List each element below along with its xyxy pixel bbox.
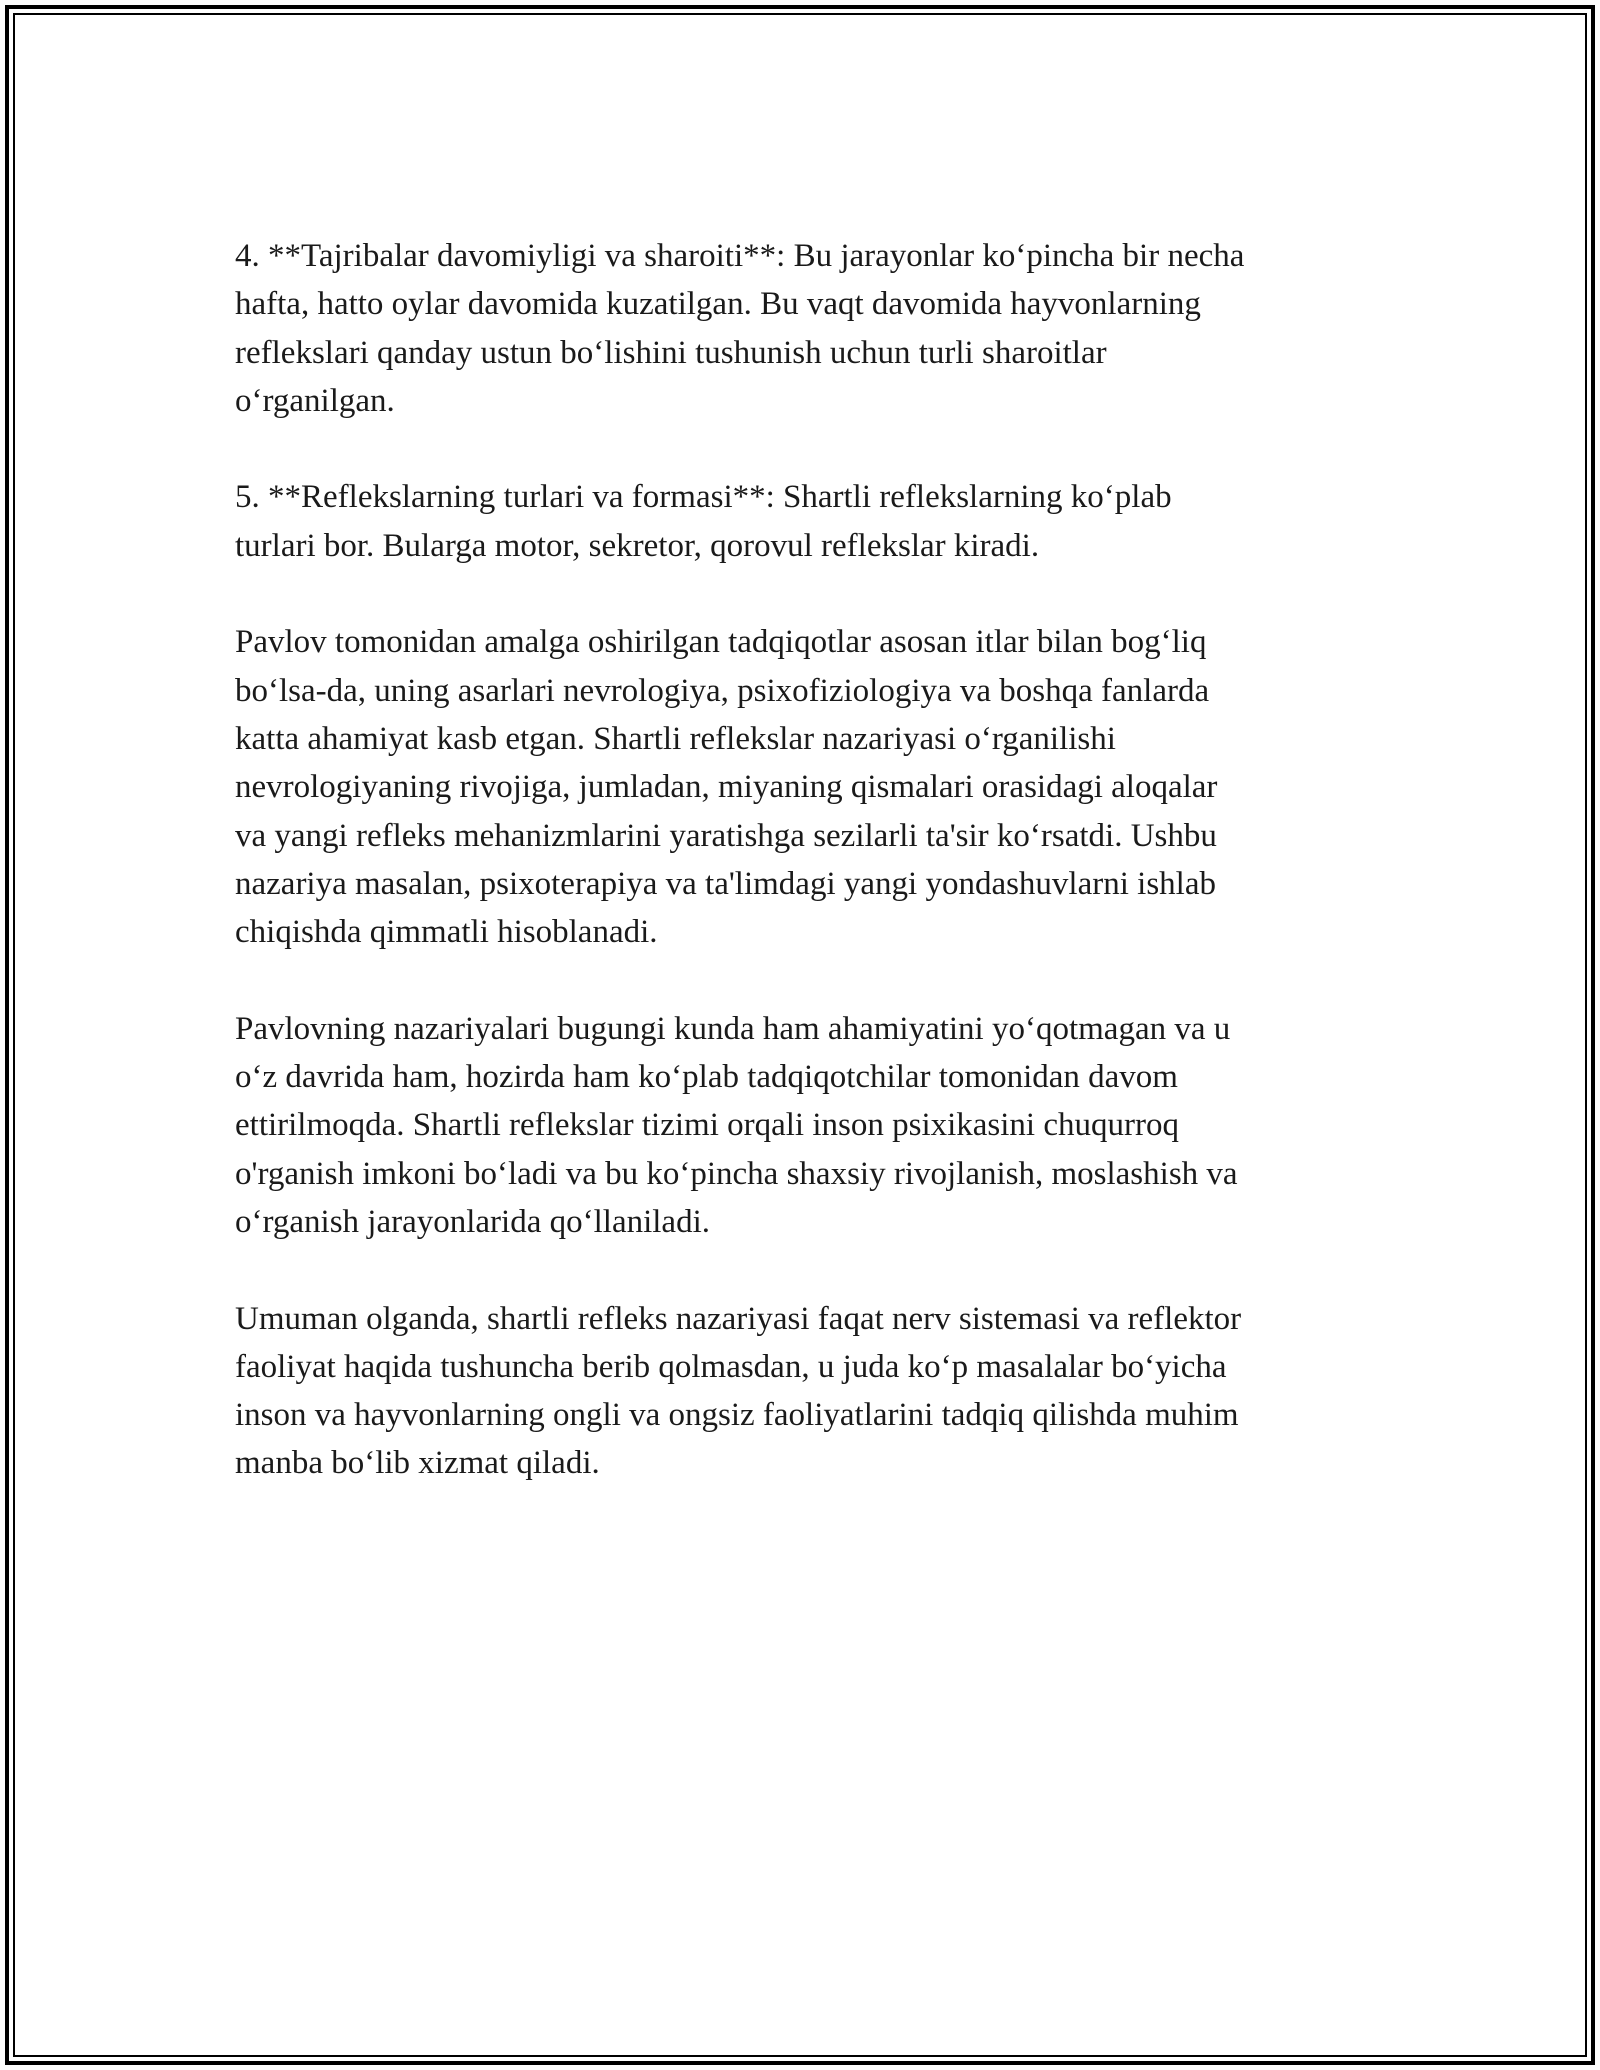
paragraph-pavlov-theories: Pavlovning nazariyalari bugungi kunda ham ahamiyatini yo‘qotmagan va u o‘z davrida ham, hozirda ham ko‘plab tadqiqotchilar tomonidan davom ettirilmoqda. Shartli reflekslar tizimi orqali inson psixikasini chuqurroq o'rganish imkoni bo‘ladi va bu ko‘pincha shaxsiy rivojlanish, moslashish va o‘rganish jarayonlarida qo‘llaniladi. [235, 1010, 1238, 1240]
document-body [235, 232, 1385, 1536]
paragraph-conclusion: Umuman olganda, shartli refleks nazariyasi faqat nerv sistemasi va reflektor faoliyat haqida tushuncha berib qolmasdan, u juda ko‘p masalalar bo‘yicha inson va hayvonlarning ongli va ongsiz faoliyatlarini tadqiq qilishda muhim manba bo‘lib xizmat qiladi. [235, 1300, 1242, 1482]
paragraph-pavlov-research: Pavlov tomonidan amalga oshirilgan tadqiqotlar asosan itlar bilan bog‘liq bo‘lsa-da, uning asarlari nevrologiya, psixofiziologiya va boshqa fanlarda katta ahamiyat kasb etgan. Shartli reflekslar nazariyasi o‘rganilishi nevrologiyaning rivojiga, jumladan, miyaning qismalari orasidagi aloqalar va yangi refleks mehanizmlarini yaratishga sezilarli ta'sir ko‘rsatdi. Ushbu nazariya masalan, psixoterapiya va ta'limdagi yangi yondashuvlarni ishlab chiqishda qimmatli hisoblanadi. [235, 624, 1218, 951]
paragraph-reflex-types: 5. **Reflekslarning turlari va formasi**: Shartli reflekslarning ko‘plab turlari bor. Bularga motor, sekretor, qorovul reflekslar kiradi. [235, 479, 1172, 564]
paragraph-experiment-duration: 4. **Tajribalar davomiyligi va sharoiti**: Bu jarayonlar ko‘pincha bir necha hafta, hatto oylar davomida kuzatilgan. Bu vaqt davomida hayvonlarning reflekslari qanday ustun bo‘lishini tushunish uchun turli sharoitlar o‘rganilgan. [235, 238, 1245, 419]
